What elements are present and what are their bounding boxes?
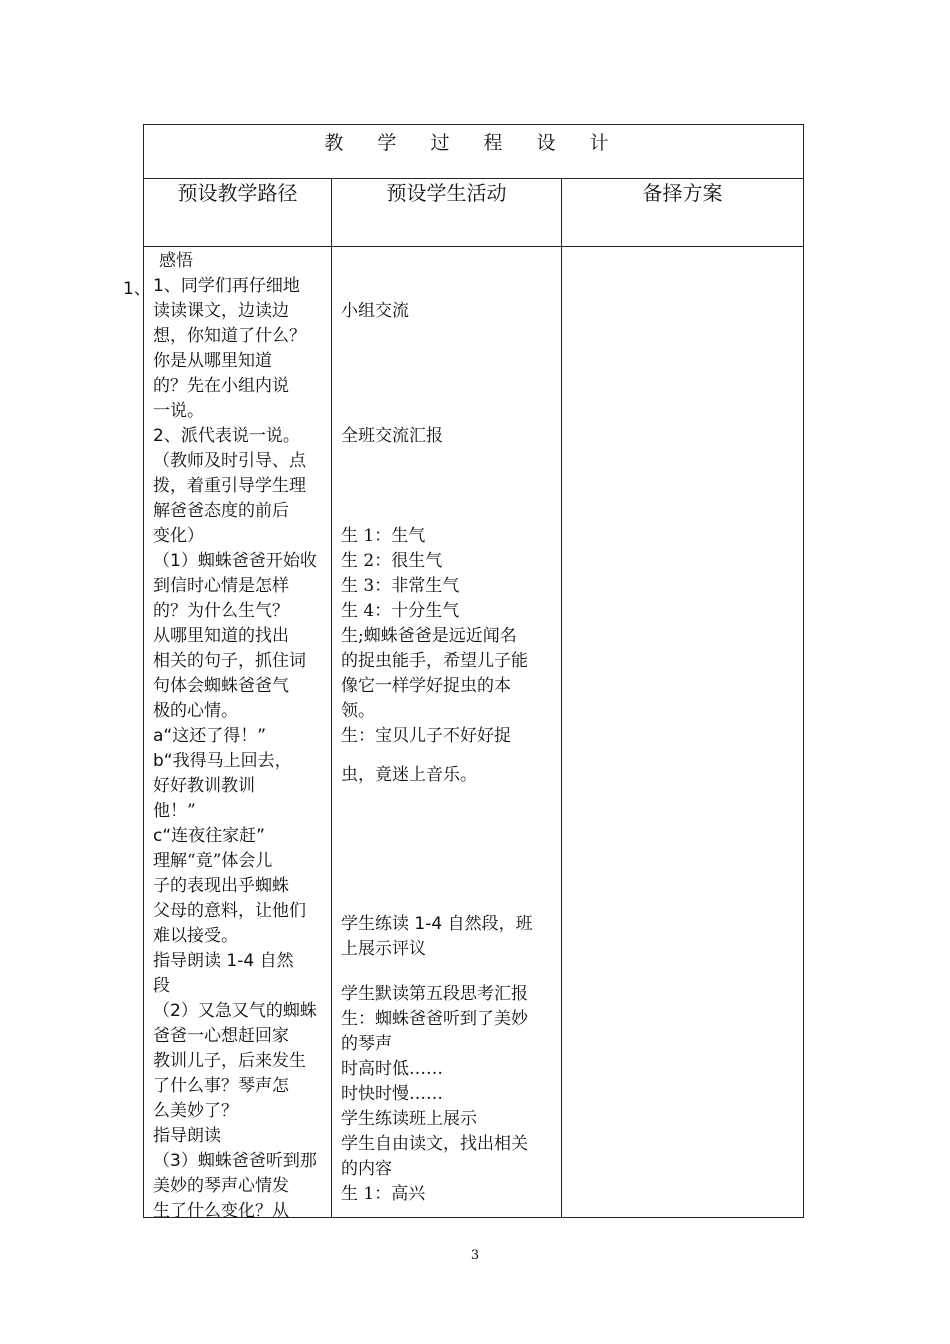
- text-line: 生：蜘蛛爸爸听到了美妙: [341, 1009, 528, 1029]
- header-divider: [144, 246, 803, 247]
- text-line: 变化）: [153, 526, 204, 546]
- text-line: 生 3：非常生气: [341, 576, 460, 596]
- text-line: 1、同学们再仔细地: [153, 276, 300, 296]
- text-line: 解爸爸态度的前后: [153, 501, 289, 521]
- text-line: 学生练读 1-4 自然段，班: [341, 914, 533, 934]
- text-line: 时快时慢……: [341, 1084, 443, 1104]
- text-line: 全班交流汇报: [341, 426, 443, 446]
- text-line: 像它一样学好捉虫的本: [341, 676, 511, 696]
- text-line: 生 2：很生气: [341, 551, 443, 571]
- text-line: 的内容: [341, 1159, 392, 1179]
- text-line: 指导朗读: [153, 1126, 221, 1146]
- table-title: 教 学 过 程 设 计: [324, 132, 623, 154]
- text-line: 读读课文，边读边: [153, 301, 289, 321]
- text-line: 相关的句子，抓住词: [153, 651, 306, 671]
- text-line: 他！”: [153, 801, 196, 821]
- text-line: 子的表现出乎蜘蛛: [153, 876, 289, 896]
- text-line: 感悟: [159, 251, 193, 271]
- text-line: （1）蜘蛛爸爸开始收: [153, 551, 317, 571]
- text-line: 句体会蜘蛛爸爸气: [153, 676, 289, 696]
- header-teaching-path: 预设教学路径: [177, 181, 298, 205]
- text-line: 时高时低……: [341, 1059, 443, 1079]
- text-line: b“我得马上回去，: [153, 751, 292, 771]
- text-line: a“这还了得！”: [153, 726, 267, 746]
- text-line: 极的心情。: [153, 701, 238, 721]
- text-line: 学生练读班上展示: [341, 1109, 477, 1129]
- text-line: 生了什么变化？从: [153, 1201, 289, 1221]
- activity-group-reading-practice: [341, 912, 557, 962]
- text-line: 教训儿子，后来发生: [153, 1051, 306, 1071]
- text-line: 想，你知道了什么？: [153, 326, 306, 346]
- text-line: 上展示评议: [341, 939, 426, 959]
- text-line: 的？为什么生气？: [153, 601, 289, 621]
- page-number: 3: [470, 1248, 480, 1263]
- list-marker: 1、: [123, 279, 151, 299]
- activity-group-fifth-paragraph: [341, 982, 557, 1207]
- text-line: 了什么事？琴声怎: [153, 1076, 289, 1096]
- text-line: 难以接受。: [153, 926, 238, 946]
- text-line: 的？先在小组内说: [153, 376, 289, 396]
- text-line: 爸爸一心想赶回家: [153, 1026, 289, 1046]
- text-line: 美妙的琴声心情发: [153, 1176, 289, 1196]
- text-line: 2、派代表说一说。: [153, 426, 300, 446]
- text-line: 你是从哪里知道: [153, 351, 272, 371]
- text-line: （3）蜘蛛爸爸听到那: [153, 1151, 317, 1171]
- text-line: （教师及时引导、点: [153, 451, 306, 471]
- text-line: 生;蜘蛛爸爸是远近闻名: [341, 626, 517, 646]
- text-line: （2）又急又气的蜘蛛: [153, 1001, 317, 1021]
- text-line: 拨，着重引导学生理: [153, 476, 306, 496]
- teaching-path-cell: [153, 249, 329, 1224]
- text-line: 虫，竟迷上音乐。: [341, 765, 477, 785]
- activity-group-answers: [341, 524, 557, 749]
- activity-group-class-report: [341, 424, 557, 449]
- text-line: 理解“竟”体会儿: [153, 851, 273, 871]
- text-line: 好好教训教训: [153, 776, 255, 796]
- text-line: 到信时心情是怎样: [153, 576, 289, 596]
- activity-group-small-group: [341, 299, 557, 324]
- text-line: 生：宝贝儿子不好好捉: [341, 726, 511, 746]
- lesson-design-table: [143, 124, 804, 1221]
- text-line: 生 1：高兴: [341, 1184, 426, 1204]
- column-divider-2: [561, 179, 562, 1217]
- header-alternative-plan: 备择方案: [642, 181, 723, 205]
- activity-group-answer-continued: [341, 763, 557, 788]
- header-student-activity: 预设学生活动: [386, 181, 507, 205]
- text-line: 指导朗读 1-4 自然: [153, 951, 294, 971]
- text-line: 领。: [341, 701, 375, 721]
- text-line: 小组交流: [341, 301, 409, 321]
- text-line: 父母的意料，让他们: [153, 901, 306, 921]
- text-line: 学生自由读文，找出相关: [341, 1134, 528, 1154]
- text-line: c“连夜往家赶”: [153, 826, 265, 846]
- text-line: 生 4：十分生气: [341, 601, 460, 621]
- text-line: 么美妙了？: [153, 1101, 238, 1121]
- column-divider-1: [331, 179, 332, 1217]
- student-activity-cell: [341, 299, 557, 1207]
- text-line: 的捉虫能手，希望儿子能: [341, 651, 528, 671]
- text-line: 从哪里知道的找出: [153, 626, 289, 646]
- text-line: 生 1：生气: [341, 526, 426, 546]
- text-line: 段: [153, 976, 170, 996]
- text-line: 学生默读第五段思考汇报: [341, 984, 528, 1004]
- text-line: 的琴声: [341, 1034, 392, 1054]
- text-line: 一说。: [153, 401, 204, 421]
